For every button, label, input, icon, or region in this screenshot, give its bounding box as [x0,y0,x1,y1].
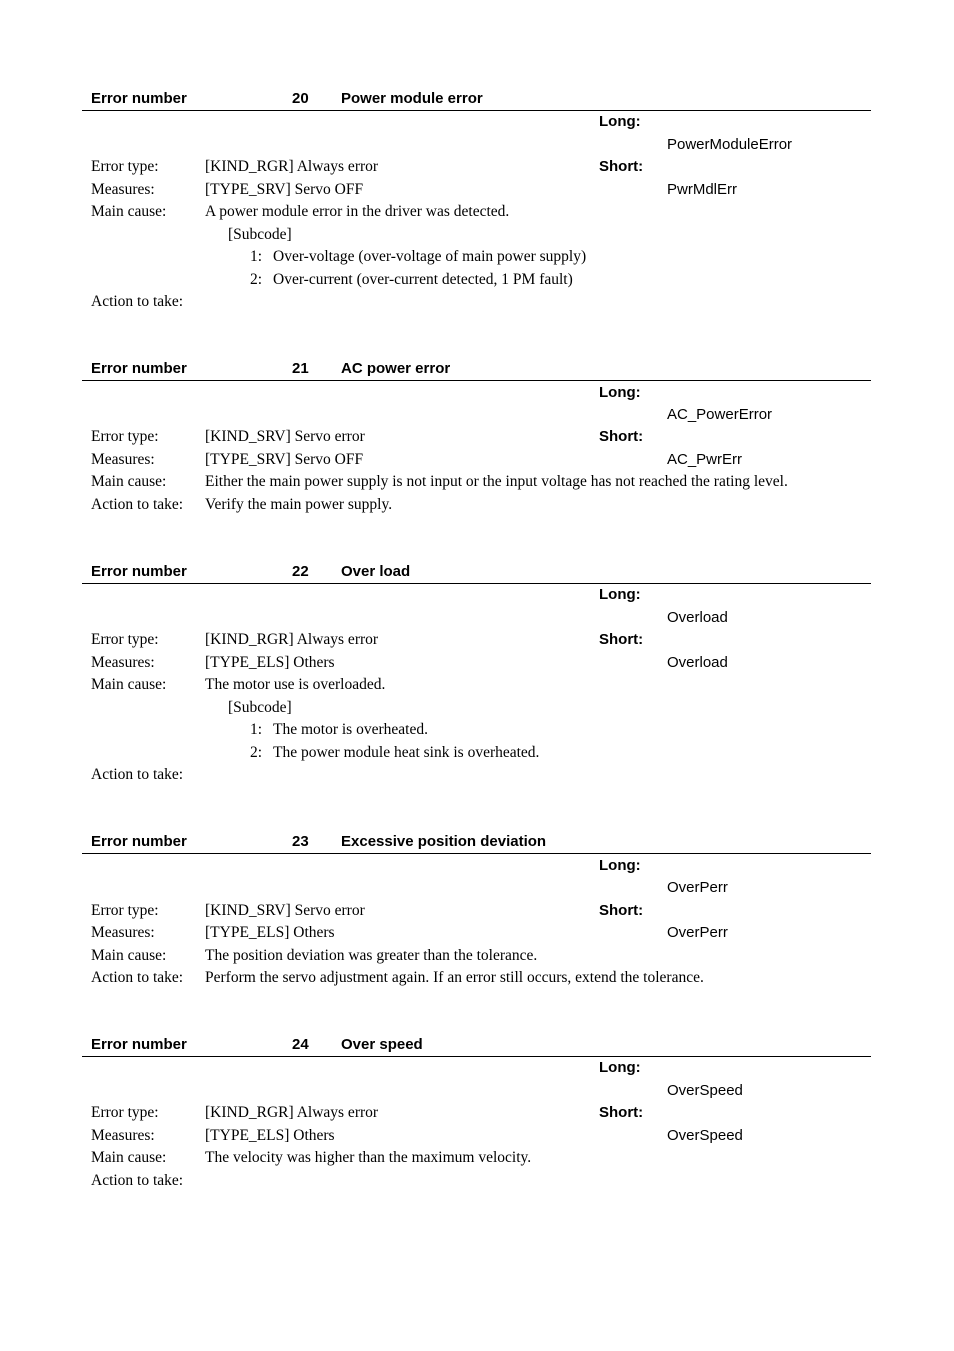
action-label: Action to take: [91,293,184,310]
main-cause-value: The motor use is overloaded. [205,676,386,693]
short-name: Overload [667,654,728,671]
subcode-number: 1: [250,248,263,265]
action-label: Action to take: [91,766,184,783]
main-cause-label: Main cause: [91,1149,167,1166]
error-title: Over speed [341,1036,423,1053]
long-label: Long: [599,384,641,401]
error-type-label: Error type: [91,902,159,919]
error-number-label: Error number [91,833,187,850]
error-type-value: [KIND_RGR] Always error [205,1104,379,1121]
action-label: Action to take: [91,969,184,986]
error-number-label: Error number [91,90,187,107]
action-value: Perform the servo adjustment again. If an error still occurs, extend the tolerance. [205,969,704,986]
short-name: AC_PwrErr [667,451,743,468]
long-name: OverPerr [667,879,728,896]
error-number: 23 [292,833,309,850]
short-label: Short: [599,902,644,919]
error-title: AC power error [341,360,451,377]
error-type-label: Error type: [91,158,159,175]
long-label: Long: [599,857,641,874]
error-type-value: [KIND_SRV] Servo error [205,428,365,445]
long-name: PowerModuleError [667,136,793,153]
main-cause-value: The velocity was higher than the maximum velocity. [205,1149,532,1166]
short-label: Short: [599,428,644,445]
short-name: PwrMdlErr [667,181,737,198]
main-cause-value: Either the main power supply is not input or the input voltage has not reached the rating level. [205,473,788,490]
error-type-label: Error type: [91,631,159,648]
error-type-value: [KIND_RGR] Always error [205,158,379,175]
action-label: Action to take: [91,496,184,513]
long-name: AC_PowerError [667,406,773,423]
error-title: Over load [341,563,411,580]
subcode-text: The power module heat sink is overheated. [273,744,540,761]
short-label: Short: [599,158,644,175]
main-cause-value: A power module error in the driver was detected. [205,203,510,220]
error-title: Excessive position deviation [341,833,547,850]
short-label: Short: [599,631,644,648]
error-number: 22 [292,563,309,580]
main-cause-label: Main cause: [91,473,167,490]
error-type-value: [KIND_SRV] Servo error [205,902,365,919]
main-cause-value: The position deviation was greater than the tolerance. [205,947,538,964]
error-type-value: [KIND_RGR] Always error [205,631,379,648]
error-header [82,1034,871,1057]
subcode-text: Over-current (over-current detected, 1 PM fault) [273,271,573,288]
subcode-number: 2: [250,271,263,288]
error-number-label: Error number [91,1036,187,1053]
measures-label: Measures: [91,451,155,468]
error-header [82,561,871,584]
error-number-label: Error number [91,360,187,377]
error-title: Power module error [341,90,483,107]
main-cause-label: Main cause: [91,947,167,964]
short-name: OverPerr [667,924,728,941]
measures-label: Measures: [91,924,155,941]
error-type-label: Error type: [91,1104,159,1121]
subcode-number: 2: [250,744,263,761]
error-number: 24 [292,1036,309,1053]
short-name: OverSpeed [667,1127,743,1144]
subcode-text: Over-voltage (over-voltage of main power supply) [273,248,587,265]
error-header [82,88,871,111]
measures-label: Measures: [91,654,155,671]
long-name: OverSpeed [667,1082,743,1099]
subcode-text: The motor is overheated. [273,721,428,738]
action-value: Verify the main power supply. [205,496,393,513]
measures-value: [TYPE_ELS] Others [205,654,335,671]
long-label: Long: [599,586,641,603]
long-label: Long: [599,113,641,130]
measures-value: [TYPE_SRV] Servo OFF [205,181,364,198]
subcode-number: 1: [250,721,263,738]
error-type-label: Error type: [91,428,159,445]
measures-value: [TYPE_ELS] Others [205,924,335,941]
action-label: Action to take: [91,1172,184,1189]
measures-value: [TYPE_ELS] Others [205,1127,335,1144]
main-cause-label: Main cause: [91,676,167,693]
error-number-label: Error number [91,563,187,580]
error-number: 20 [292,90,309,107]
long-name: Overload [667,609,728,626]
main-cause-label: Main cause: [91,203,167,220]
subcode-label: [Subcode] [228,699,292,716]
long-label: Long: [599,1059,641,1076]
error-number: 21 [292,360,309,377]
subcode-label: [Subcode] [228,226,292,243]
measures-value: [TYPE_SRV] Servo OFF [205,451,364,468]
error-header [82,358,871,381]
measures-label: Measures: [91,181,155,198]
measures-label: Measures: [91,1127,155,1144]
short-label: Short: [599,1104,644,1121]
error-header [82,831,871,854]
